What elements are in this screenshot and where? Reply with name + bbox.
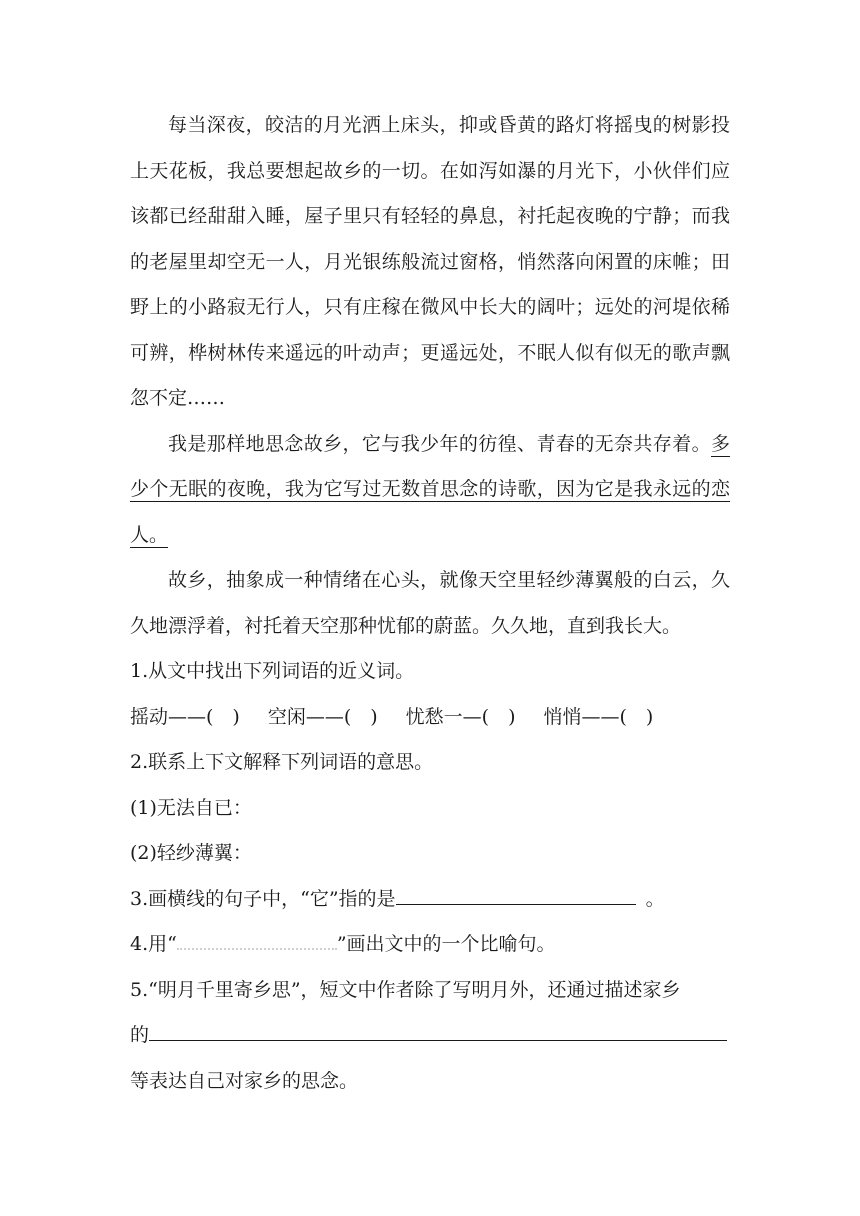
- underlined-sentence: 多少个无眠的夜晚，我为它写过无数首思念的诗歌，因为它是我永远的恋人。: [130, 432, 730, 546]
- passage-paragraph-2: [130, 422, 730, 559]
- question-3-text: 3.画横线的句子中，“它”指的是: [130, 887, 396, 910]
- question-2-part-1: (1)无法自已：: [130, 796, 252, 819]
- question-2: 2.联系上下文解释下列词语的意思。: [130, 751, 434, 773]
- passage-paragraph-2-text: 我是那样地思念故乡，它与我少年的彷徨、青春的无奈共存着。: [168, 432, 711, 455]
- question-1: 1.从文中找出下列词语的近义词。: [130, 660, 415, 682]
- wavy-line-mark: [177, 929, 337, 950]
- question-2-part-2: (2)轻纱薄翼：: [130, 842, 252, 864]
- question-3-end: 。: [645, 887, 665, 910]
- synonym-item-1[interactable]: 摇动——( ): [130, 705, 240, 728]
- passage-paragraph-1: 每当深夜，皎洁的月光洒上床头，抑或昏黄的路灯将摇曳的树影投上天花板，我总要想起故乡的一切。在如泻如瀑的月光下，小伙伴们应该都已经甜甜入睡，屋子里只有轻轻的鼻息，衬托起夜晚的宁静；而我的老屋里却空无一人，月光银练般流过窗格，悄然落向闲置的床帷；田野上的小路寂无行人，只有庄稼在微风中长大的阔叶；远处的河堤依稀可辨，桦树林传来遥远的叶动声；更遥远处，不眠人似有似无的歌声飘忽不定……: [130, 114, 730, 409]
- question-5-answer-blank[interactable]: [149, 1020, 727, 1041]
- question-4: [130, 922, 730, 968]
- question-5-prefix: 的: [130, 1024, 150, 1046]
- question-5-line-1: 5.“明月千里寄乡思”，短文中作者除了写明月外，还通过描述家乡: [130, 978, 681, 1001]
- passage-paragraph-3: 故乡，抽象成一种情绪在心头，就像天空里轻纱薄翼般的白云，久久地漂浮着，衬托着天空那种忧郁的蔚蓝。久久地，直到我长大。: [130, 569, 730, 637]
- synonym-item-3[interactable]: 忧愁一—( ): [405, 705, 516, 728]
- question-3: [130, 877, 730, 923]
- worksheet-page: [130, 103, 730, 1104]
- question-5-line-3: 等表达自己对家乡的思念。: [130, 1069, 359, 1092]
- question-1-items: [130, 695, 730, 741]
- question-4-text-start: 4.用“: [130, 933, 177, 955]
- question-5-line-2: [130, 1013, 730, 1059]
- synonym-item-4[interactable]: 悄悄——( ): [543, 705, 654, 728]
- question-3-answer-blank[interactable]: [396, 884, 636, 905]
- question-4-text-end: ”画出文中的一个比喻句。: [336, 933, 556, 955]
- synonym-item-2[interactable]: 空闲——( ): [267, 705, 378, 728]
